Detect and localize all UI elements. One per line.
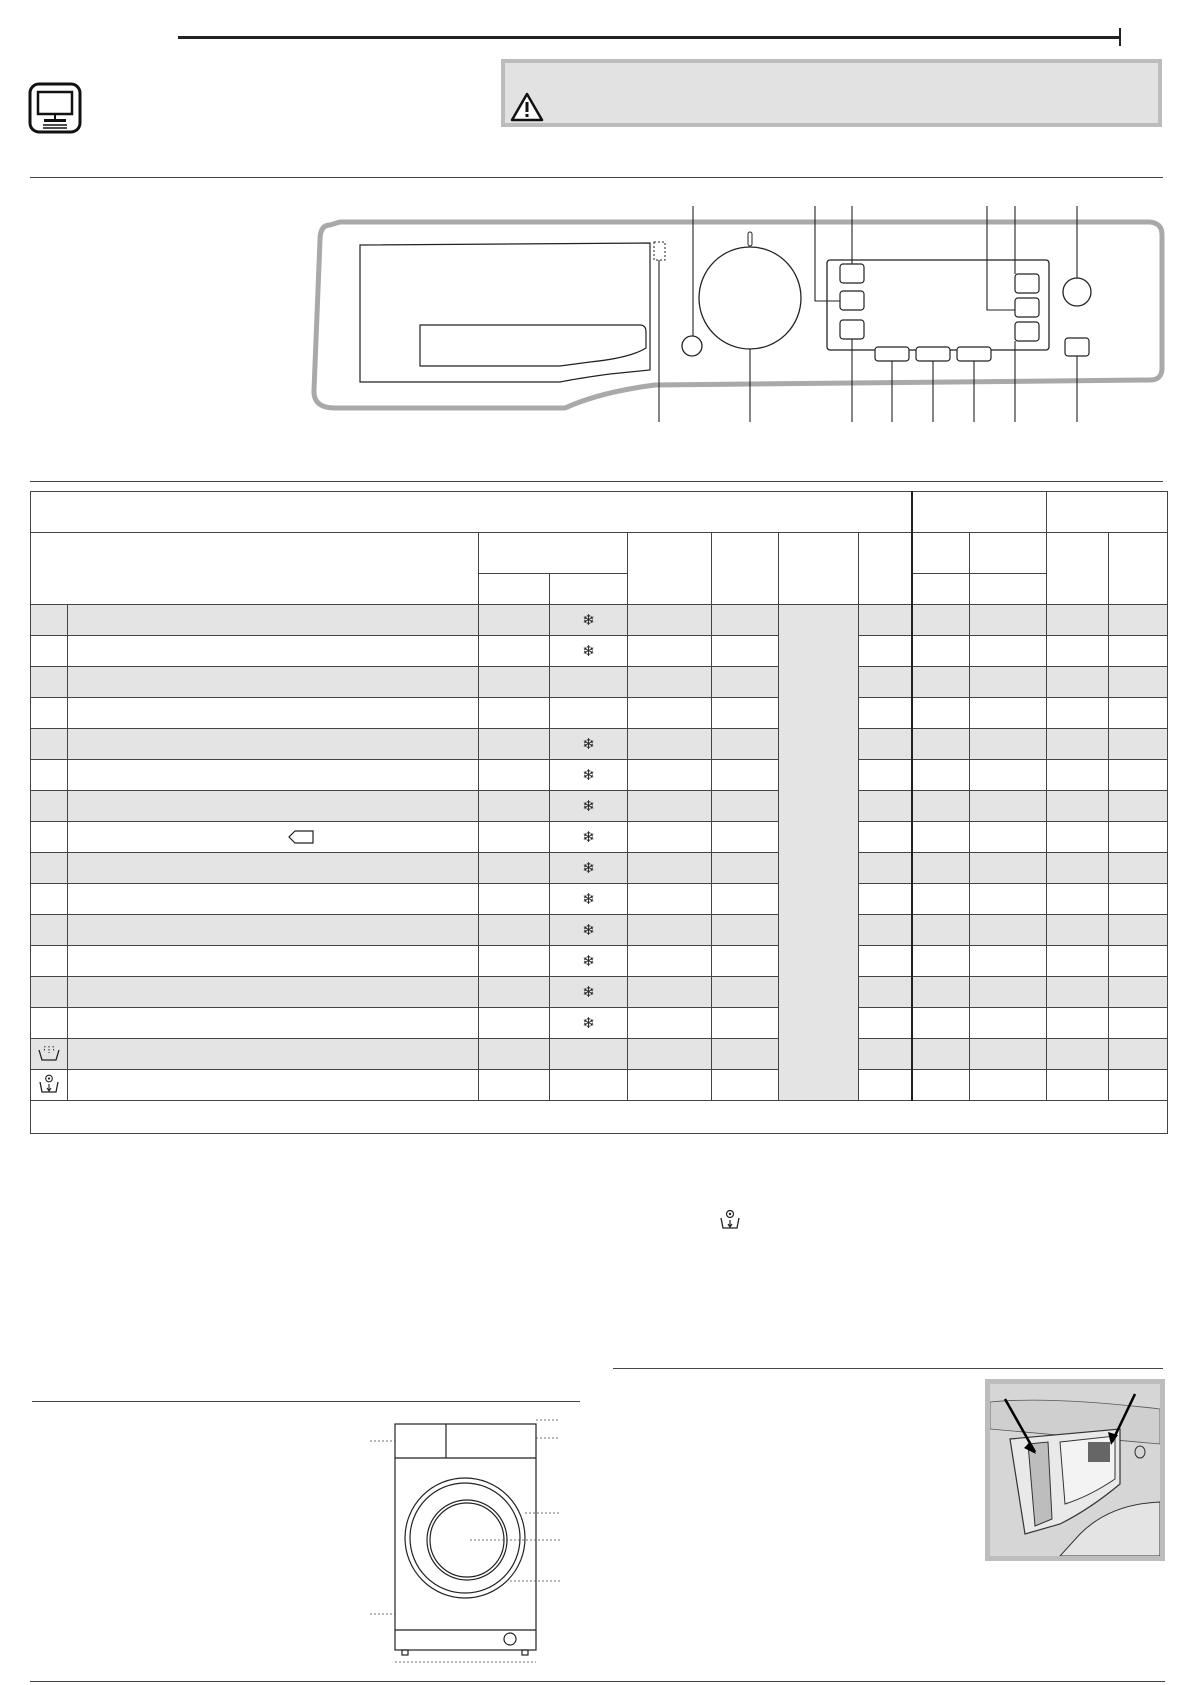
program-number-cell: [31, 698, 68, 729]
table-header-temperature: [479, 533, 628, 574]
table-cell: [859, 605, 912, 636]
table-cell: [1047, 667, 1109, 698]
snowflake-icon: ❄: [582, 890, 595, 908]
table-cell: [712, 667, 779, 698]
table-cell: [970, 605, 1047, 636]
table-cell: [628, 946, 712, 977]
table-cell: [1109, 853, 1168, 884]
control-panel-diagram: [310, 200, 1170, 430]
program-name-cell: [68, 853, 479, 884]
tag-icon: [288, 830, 314, 847]
program-number-cell: [31, 760, 68, 791]
table-cell: [1047, 791, 1109, 822]
program-name-cell: [68, 884, 479, 915]
program-name-cell: [68, 698, 479, 729]
table-cell: [912, 822, 970, 853]
table-cell: [970, 760, 1047, 791]
temperature-range-cell: [550, 698, 628, 729]
table-cell: [912, 636, 970, 667]
table-cell: [479, 791, 550, 822]
table-cell: [859, 946, 912, 977]
table-row: [31, 667, 1168, 698]
table-row: [31, 1008, 1168, 1039]
table-cell: [479, 760, 550, 791]
table-cell: [628, 605, 712, 636]
program-name-cell: [68, 915, 479, 946]
table-cell: [1047, 605, 1109, 636]
warning-triangle-icon: [509, 91, 545, 128]
table-cell: [628, 1008, 712, 1039]
table-cell: [912, 884, 970, 915]
table-cell: [628, 791, 712, 822]
snowflake-icon: ❄: [582, 642, 595, 660]
temperature-range-cell: [550, 760, 628, 791]
temperature-range-cell: [550, 729, 628, 760]
table-header-program: [31, 533, 479, 605]
table-cell: [628, 636, 712, 667]
table-header-col-8: [859, 533, 912, 605]
washing-machine-front-icon: [360, 1410, 570, 1670]
table-cell: [712, 1070, 779, 1101]
table-cell: [628, 729, 712, 760]
table-cell: [859, 729, 912, 760]
table-cell: [712, 760, 779, 791]
program-name-cell: [68, 977, 479, 1008]
program-name-cell: [68, 1008, 479, 1039]
program-table: [30, 491, 1168, 1134]
table-cell: [859, 884, 912, 915]
table-header-temp-range: [550, 574, 628, 605]
table-cell: [479, 698, 550, 729]
table-cell: [912, 667, 970, 698]
start-pause-button: [682, 336, 702, 356]
temperature-range-cell: [550, 977, 628, 1008]
table-row: [31, 822, 1168, 853]
table-cell: [912, 1008, 970, 1039]
temperature-range-cell: [550, 915, 628, 946]
program-number-cell: [31, 1070, 68, 1101]
table-footnote: [31, 1101, 1168, 1134]
table-header-group-1: [912, 492, 1047, 533]
table-row: [31, 853, 1168, 884]
table-row: [31, 946, 1168, 977]
table-row: [31, 791, 1168, 822]
table-cell: [1109, 915, 1168, 946]
table-cell: [628, 853, 712, 884]
table-cell: [859, 667, 912, 698]
table-header-col-12: [1109, 533, 1168, 605]
table-cell: [1109, 791, 1168, 822]
table-cell: [970, 667, 1047, 698]
program-number-cell: [31, 977, 68, 1008]
snowflake-icon: ❄: [582, 952, 595, 970]
table-row: [31, 915, 1168, 946]
table-header-col-11: [1047, 533, 1109, 605]
table-cell: [970, 853, 1047, 884]
table-cell: [479, 1039, 550, 1070]
table-row: [31, 698, 1168, 729]
table-cell: [1109, 636, 1168, 667]
temperature-range-cell: [550, 946, 628, 977]
program-name-cell: [68, 946, 479, 977]
table-cell: [1109, 977, 1168, 1008]
table-cell: [859, 822, 912, 853]
table-row: [31, 729, 1168, 760]
table-cell: [479, 729, 550, 760]
table-cell: [479, 915, 550, 946]
program-number-cell: [31, 729, 68, 760]
program-number-cell: [31, 915, 68, 946]
program-name-cell: [68, 1070, 479, 1101]
program-number-cell: [31, 884, 68, 915]
snowflake-icon: ❄: [582, 983, 595, 1001]
table-cell: [628, 698, 712, 729]
temperature-range-cell: [550, 884, 628, 915]
table-cell: [479, 1008, 550, 1039]
table-cell: [479, 667, 550, 698]
table-cell: [712, 853, 779, 884]
program-number-cell: [31, 791, 68, 822]
program-name-cell: [68, 791, 479, 822]
temperature-range-cell: [550, 822, 628, 853]
temperature-range-cell: [550, 853, 628, 884]
program-name-cell: [68, 729, 479, 760]
program-dial: [699, 247, 801, 349]
temperature-range-cell: [550, 667, 628, 698]
table-cell: [628, 1039, 712, 1070]
table-row: [31, 605, 1168, 636]
program-name-cell: [68, 667, 479, 698]
warning-box: [501, 59, 1162, 127]
table-cell: [912, 605, 970, 636]
table-cell: [712, 605, 779, 636]
table-cell: [712, 915, 779, 946]
table-cell: [1109, 1008, 1168, 1039]
program-number-cell: [31, 636, 68, 667]
table-cell: [1047, 946, 1109, 977]
table-cell: [712, 884, 779, 915]
table-cell: [970, 1008, 1047, 1039]
program-name-cell: [68, 605, 479, 636]
table-cell: [479, 1070, 550, 1101]
table-cell: [970, 636, 1047, 667]
table-header-sub-10: [970, 574, 1047, 605]
table-row: [31, 1070, 1168, 1101]
table-cell: [479, 605, 550, 636]
table-cell: [628, 977, 712, 1008]
snowflake-icon: ❄: [582, 766, 595, 784]
table-cell: [1047, 915, 1109, 946]
table-cell: [1047, 729, 1109, 760]
table-cell: [970, 822, 1047, 853]
snowflake-icon: ❄: [582, 797, 595, 815]
table-cell: [859, 853, 912, 884]
snowflake-icon: ❄: [582, 828, 595, 846]
temperature-range-cell: [550, 1039, 628, 1070]
power-button: [1063, 278, 1091, 306]
table-cell: [1047, 1008, 1109, 1039]
table-cell: [712, 1039, 779, 1070]
table-cell: [859, 791, 912, 822]
table-cell: [479, 636, 550, 667]
spin-drain-icon: [718, 1209, 742, 1236]
table-row: [31, 1039, 1168, 1070]
temperature-range-cell: [550, 1070, 628, 1101]
table-cell: [1047, 822, 1109, 853]
table-cell: [1047, 1070, 1109, 1101]
temperature-range-cell: [550, 1008, 628, 1039]
table-cell: [1109, 760, 1168, 791]
table-cell: [628, 915, 712, 946]
table-cell: [970, 729, 1047, 760]
table-cell: [970, 915, 1047, 946]
table-cell: [912, 791, 970, 822]
table-row: [31, 977, 1168, 1008]
detergent-dispenser-photo: [985, 1379, 1165, 1561]
table-cell: [1047, 760, 1109, 791]
program-number-cell: [31, 1008, 68, 1039]
table-cell: [1047, 977, 1109, 1008]
computer-monitor-icon: [28, 82, 82, 134]
table-cell: [479, 884, 550, 915]
table-row: [31, 760, 1168, 791]
table-header-sub-9: [912, 574, 970, 605]
snowflake-icon: ❄: [582, 611, 595, 629]
table-cell: [1109, 822, 1168, 853]
table-cell: [859, 760, 912, 791]
table-cell: [912, 853, 970, 884]
table-header-col-5: [628, 533, 712, 605]
table-cell: [712, 698, 779, 729]
table-cell: [912, 760, 970, 791]
table-cell: [1047, 853, 1109, 884]
table-cell: [628, 822, 712, 853]
program-name-cell: [68, 1039, 479, 1070]
program-number-cell: [31, 605, 68, 636]
table-cell: [970, 977, 1047, 1008]
table-cell: [859, 915, 912, 946]
table-cell: [712, 791, 779, 822]
program-number-cell: [31, 822, 68, 853]
table-cell: [859, 1070, 912, 1101]
header-rule: [178, 36, 1120, 39]
table-header-group-2: [1047, 492, 1168, 533]
header-rule-tick: [1119, 28, 1121, 46]
table-cell: [1109, 1070, 1168, 1101]
table-cell: [1109, 698, 1168, 729]
temperature-range-cell: [550, 791, 628, 822]
table-cell: [912, 729, 970, 760]
table-cell: [859, 698, 912, 729]
temperature-range-cell: [550, 605, 628, 636]
program-number-cell: [31, 1039, 68, 1070]
table-row: [31, 636, 1168, 667]
table-cell: [712, 977, 779, 1008]
table-cell: [628, 1070, 712, 1101]
table-cell: [479, 977, 550, 1008]
table-cell: [1109, 884, 1168, 915]
table-cell: [628, 760, 712, 791]
footer-rule: [30, 1681, 1165, 1682]
table-cell: [712, 729, 779, 760]
table-cell: [1047, 636, 1109, 667]
table-cell: [912, 1070, 970, 1101]
snowflake-icon: ❄: [582, 859, 595, 877]
table-header-col-6: [712, 533, 779, 605]
table-cell: [628, 884, 712, 915]
table-cell: [479, 853, 550, 884]
table-cell: [912, 915, 970, 946]
table-cell: [1047, 698, 1109, 729]
table-header-col-10: [970, 533, 1047, 574]
table-cell: [859, 977, 912, 1008]
spin-drain-icon: [37, 1083, 61, 1097]
snowflake-icon: ❄: [582, 1014, 595, 1032]
section-rule-bottom-right: [613, 1368, 1163, 1369]
rinse-icon: [37, 1051, 61, 1065]
section-rule-1: [30, 177, 1163, 178]
table-cell: [859, 1039, 912, 1070]
table-cell: [479, 946, 550, 977]
program-number-cell: [31, 853, 68, 884]
table-header-col-7: [779, 533, 859, 605]
table-cell: [912, 698, 970, 729]
table-header-col-9: [912, 533, 970, 574]
table-cell: [1109, 946, 1168, 977]
table-cell: [970, 1039, 1047, 1070]
table-cell: [970, 946, 1047, 977]
table-cell: [712, 822, 779, 853]
table-cell: [479, 822, 550, 853]
table-cell: [970, 698, 1047, 729]
table-cell: [912, 1039, 970, 1070]
program-number-cell: [31, 667, 68, 698]
program-name-cell: [68, 760, 479, 791]
program-name-cell: [68, 636, 479, 667]
table-cell: [712, 1008, 779, 1039]
section-rule-2: [30, 481, 1163, 482]
table-cell: [970, 884, 1047, 915]
section-rule-bottom-left: [32, 1401, 580, 1402]
temperature-range-cell: [550, 636, 628, 667]
table-cell: [912, 946, 970, 977]
table-header-temp-default: [479, 574, 550, 605]
table-cell: [1109, 729, 1168, 760]
table-cell: [970, 791, 1047, 822]
table-cell: [628, 667, 712, 698]
program-name-cell: [68, 822, 479, 853]
table-header-main: [31, 492, 912, 533]
table-row: [31, 884, 1168, 915]
table-cell: [712, 636, 779, 667]
merged-column-cell: [779, 605, 859, 1101]
program-number-cell: [31, 946, 68, 977]
table-cell: [859, 636, 912, 667]
snowflake-icon: ❄: [582, 735, 595, 753]
table-cell: [970, 1070, 1047, 1101]
table-cell: [1109, 605, 1168, 636]
table-cell: [912, 977, 970, 1008]
table-cell: [1109, 1039, 1168, 1070]
table-cell: [1109, 667, 1168, 698]
snowflake-icon: ❄: [582, 921, 595, 939]
table-cell: [859, 1008, 912, 1039]
table-cell: [1047, 884, 1109, 915]
table-cell: [1047, 1039, 1109, 1070]
table-cell: [712, 946, 779, 977]
